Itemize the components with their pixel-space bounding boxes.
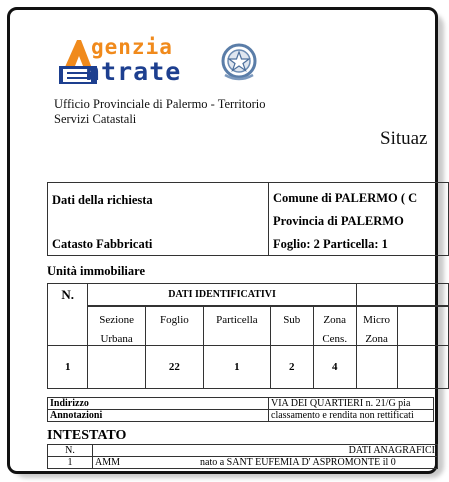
comune-text: Comune di PALERMO ( C: [273, 191, 418, 205]
italian-republic-emblem-icon: [219, 41, 259, 83]
office-info: [54, 97, 265, 127]
unit-col-zona: Zona Cens.: [313, 306, 356, 345]
unit-row-extra: [397, 345, 448, 388]
unit-row-particella: 1: [203, 345, 270, 388]
provincia-text: Provincia di PALERMO: [273, 214, 404, 228]
unit-n-empty: [48, 306, 88, 345]
owner-row-info: [93, 457, 438, 469]
request-left-cell: [48, 183, 269, 255]
table-row: [48, 345, 449, 388]
owner-table: [47, 444, 438, 469]
owner-row-dati: nato a SANT EUFEMIA D' ASPROMONTE il 0: [200, 457, 396, 468]
unit-col-sezione: Sezione Urbana: [88, 306, 145, 345]
unit-row-zona: 4: [313, 345, 356, 388]
logo-text-entrate: ntrate: [85, 57, 182, 86]
unit-table: [47, 283, 449, 389]
document-title: Situaz: [380, 128, 428, 149]
request-box: [47, 182, 449, 256]
unit-group-header: DATI IDENTIFICATIVI: [88, 284, 356, 306]
owner-row-n: 1: [48, 457, 93, 469]
logo-text-agenzia: genzia: [91, 35, 173, 59]
office-service: Servizi Catastali: [54, 112, 137, 126]
owner-col-n: N.: [48, 445, 93, 457]
table-row: [48, 457, 438, 469]
owner-row-name: AMM: [95, 457, 121, 468]
unit-row-foglio: 22: [145, 345, 203, 388]
request-label: Dati della richiesta: [52, 193, 153, 207]
unit-row-micro: [356, 345, 397, 388]
info-table: [47, 397, 434, 422]
owner-section-title: INTESTATO: [47, 428, 127, 443]
unit-row-sub: 2: [270, 345, 313, 388]
agenzia-entrate-logo: [57, 33, 227, 93]
unit-col-particella: Particella: [203, 306, 270, 345]
indirizzo-value: VIA DEI QUARTIERI n. 21/G pia: [269, 398, 434, 410]
catasto-label: Catasto Fabbricati: [52, 237, 153, 251]
unit-col-foglio: Foglio: [145, 306, 203, 345]
indirizzo-label: Indirizzo: [48, 398, 269, 410]
annotazioni-value: classamento e rendita non rettificati: [269, 410, 434, 422]
owner-col-dati: DATI ANAGRAFICI: [93, 445, 438, 457]
unit-col-sub: Sub: [270, 306, 313, 345]
unit-row-n: 1: [48, 345, 88, 388]
unit-section-title: Unità immobiliare: [47, 264, 146, 278]
unit-col-n: N.: [48, 284, 88, 307]
annotazioni-label: Annotazioni: [48, 410, 269, 422]
foglio-particella-text: Foglio: 2 Particella: 1: [273, 237, 388, 251]
unit-col-extra: [397, 306, 448, 345]
unit-group-header-right: [356, 284, 448, 306]
unit-row-sezione: [88, 345, 145, 388]
unit-col-micro: Micro Zona: [356, 306, 397, 345]
office-name: Ufficio Provinciale di Palermo - Territorio: [54, 97, 266, 111]
